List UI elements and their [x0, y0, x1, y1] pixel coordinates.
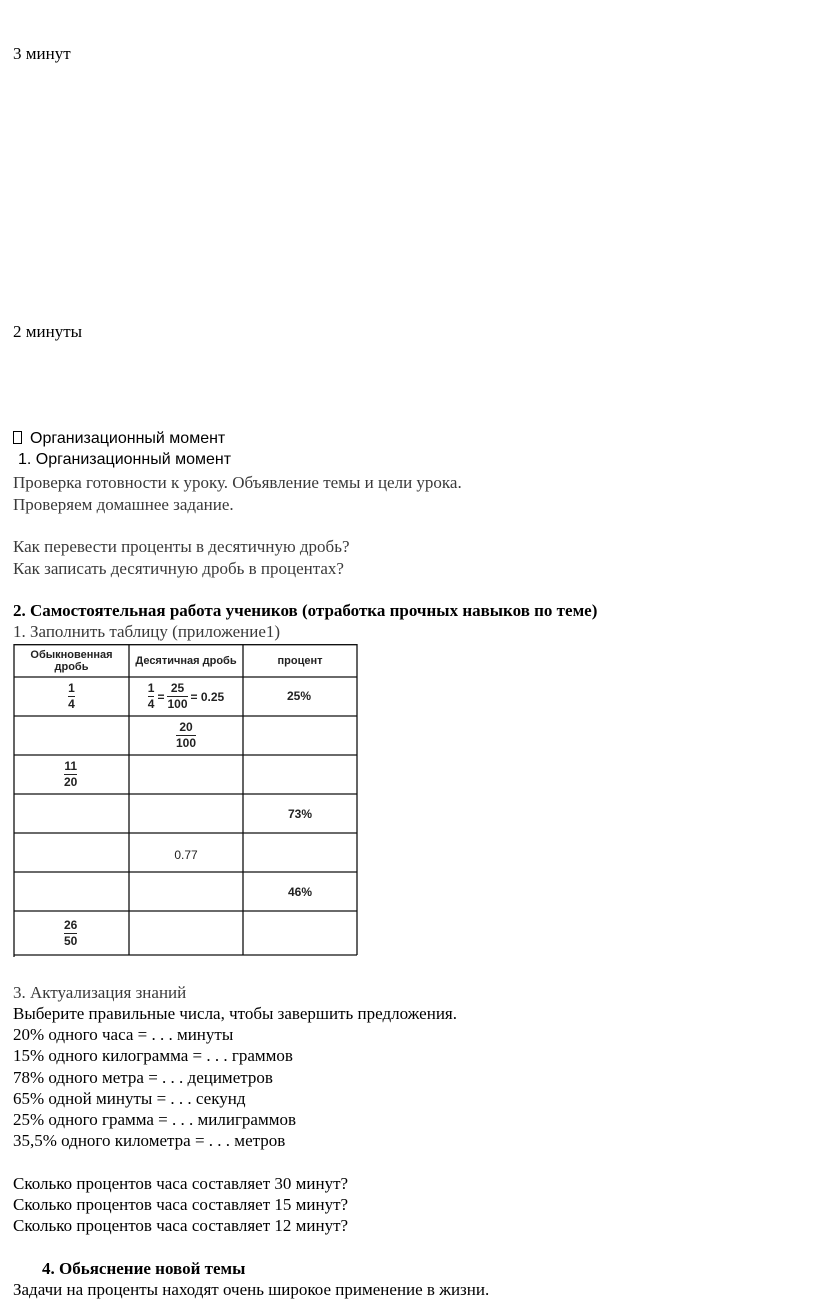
section3-intro: Выберите правильные числа, чтобы завершить предложения.	[13, 1004, 457, 1023]
row1-decimal	[129, 677, 243, 716]
section3-question-2: Сколько процентов часа составляет 15 минут?	[13, 1195, 349, 1214]
section1-line-3: Как перевести проценты в десятичную дробь?	[13, 537, 350, 556]
row1-fraction	[14, 677, 129, 716]
section3-item-1: 20% одного часа = . . . минуты	[13, 1025, 234, 1044]
frac-den: 20	[64, 775, 78, 789]
section4-heading: 4. Обьяснение новой темы	[42, 1259, 246, 1278]
frac-den: 100	[175, 736, 197, 750]
frac-num: 1	[147, 681, 155, 695]
section3-item-2: 15% одного килограмма = . . . граммов	[13, 1046, 293, 1065]
section1-line-4: Как записать десятичную дробь в процентах?	[13, 559, 344, 578]
row3-fraction	[14, 755, 129, 794]
frac-num: 26	[64, 917, 78, 932]
fraction-table	[13, 644, 358, 957]
timing-2-min: 2 минуты	[13, 322, 83, 341]
header-percent: процент	[277, 655, 323, 667]
row2-decimal	[129, 716, 243, 755]
bullet-line	[13, 430, 225, 448]
row5-decimal: 0.77	[174, 847, 198, 862]
section3-question-1: Сколько процентов часа составляет 30 минут?	[13, 1174, 349, 1193]
section3-item-6: 35,5% одного километра = . . . метров	[13, 1131, 286, 1150]
bullet-text: Организационный момент	[30, 430, 226, 447]
section1-line-2: Проверяем домашнее задание.	[13, 495, 234, 514]
section1-line-1: Проверка готовности к уроку. Объявление темы и цели урока.	[13, 473, 462, 492]
header-decimal: Десятичная дробь	[135, 655, 237, 667]
section2-heading: 2. Самостоятельная работа учеников (отработка прочных навыков по теме)	[13, 601, 598, 620]
section3-item-4: 65% одной минуты = . . . секунд	[13, 1089, 246, 1108]
frac-num: 25	[170, 681, 185, 695]
row1-percent: 25%	[287, 689, 312, 703]
section1-heading: 1. Организационный момент	[18, 451, 232, 468]
equals-sign: =	[157, 689, 165, 704]
row6-percent: 46%	[287, 884, 313, 899]
row7-fraction	[14, 911, 129, 955]
decimal-result: = 0.25	[190, 689, 225, 704]
frac-num: 1	[68, 681, 75, 695]
frac-den: 100	[167, 697, 188, 711]
frac-den: 4	[68, 697, 75, 711]
section2-task: 1. Заполнить таблицу (приложение1)	[13, 622, 281, 641]
frac-num: 11	[64, 759, 78, 773]
row4-percent: 73%	[287, 806, 313, 821]
section3-heading: 3. Актуализация знаний	[13, 983, 187, 1002]
frac-num: 20	[179, 720, 193, 734]
section4-text: Задачи на проценты находят очень широкое применение в жизни.	[13, 1280, 490, 1299]
frac-den: 50	[64, 933, 78, 948]
timing-3-min: 3 минут	[13, 44, 71, 63]
frac-den: 4	[147, 697, 155, 711]
section3-question-3: Сколько процентов часа составляет 12 минут?	[13, 1216, 349, 1235]
section3-item-5: 25% одного грамма = . . . милиграммов	[13, 1110, 297, 1129]
header-fraction: Обыкновенная дробь	[30, 649, 113, 673]
missing-glyph-icon	[13, 431, 22, 444]
section3-item-3: 78% одного метра = . . . дециметров	[13, 1068, 273, 1087]
